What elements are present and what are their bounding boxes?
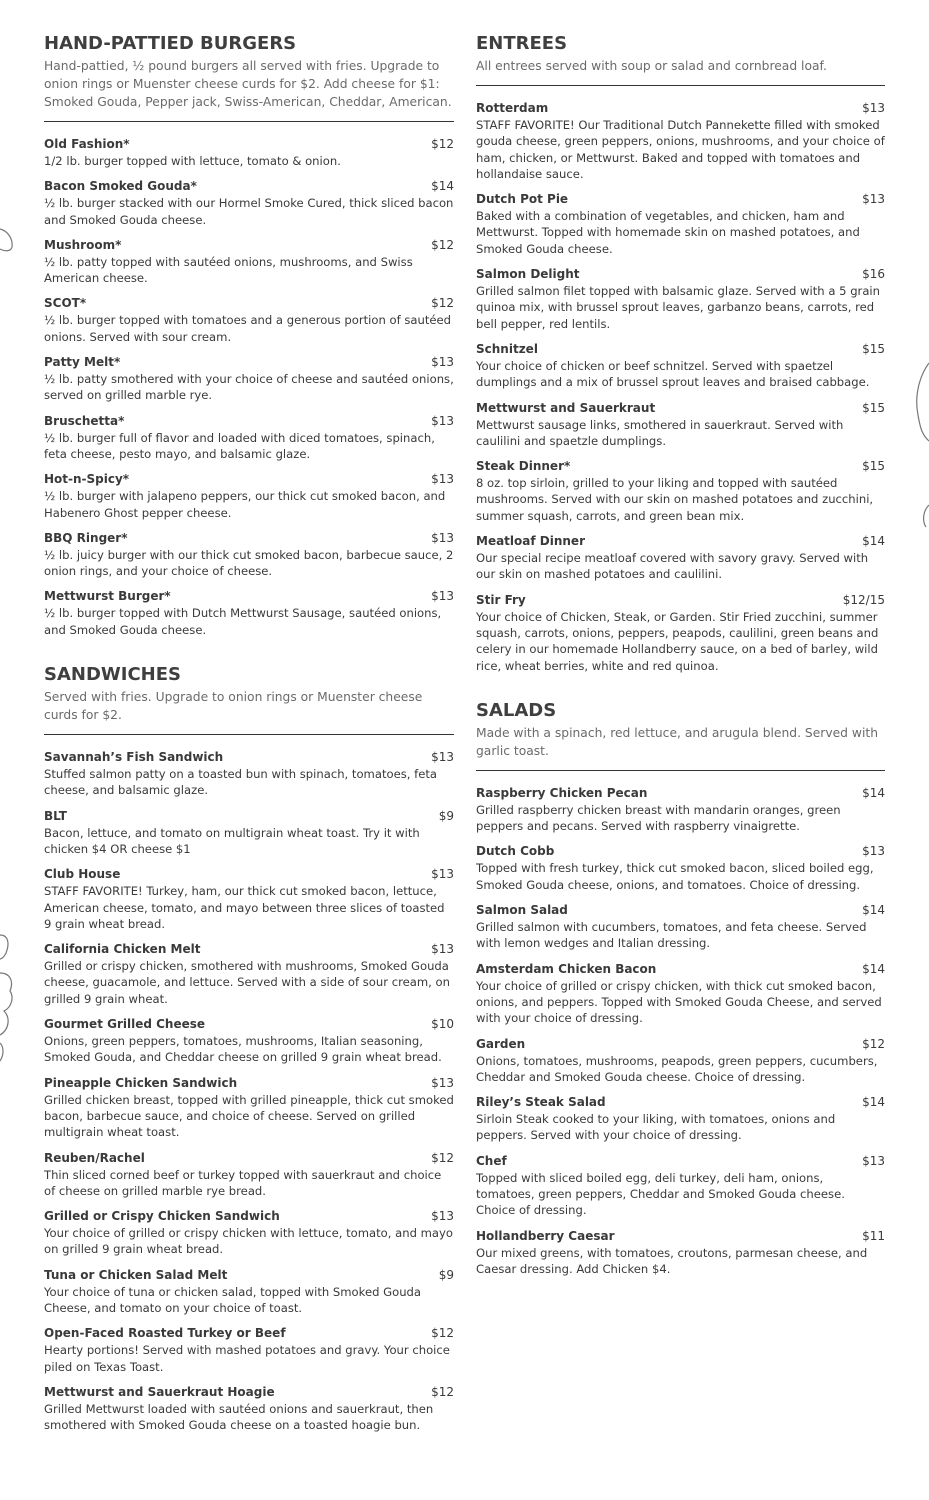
menu-item-description: Sirloin Steak cooked to your liking, with tomatoes, onions and peppers. Served with your choice of dressing. (476, 1112, 836, 1143)
menu-item-description: ½ lb. burger with jalapeno peppers, our thick cut smoked bacon, and Habenero Ghost pepper cheese. (44, 489, 446, 520)
menu-item-description: Your choice of Chicken, Steak, or Garden. Stir Fried zucchini, summer squash, carrots, onions, peppers, peapods, caulilini, green beans and celery in our homemade Hollandberry sauce, on a bed of barley, wild rice, wheat berries, white and red quinoa. (476, 609, 879, 673)
menu-item-description: Grilled Mettwurst loaded with sautéed onions and sauerkraut, then smothered with Smoked Gouda cheese on a toasted hoagie bun. (44, 1401, 434, 1433)
menu-item-price: $14 (862, 1095, 885, 1110)
menu-item-name: Gourmet Grilled Cheese (44, 1017, 206, 1032)
menu-item-description: Your choice of grilled or crispy chicken with lettuce, tomato, and mayo on grilled 9 grain wheat bread. (44, 1226, 453, 1257)
section-description: Made with a spinach, red lettuce, and arugula blend. Served with garlic toast. (476, 725, 878, 758)
menu-item-header (44, 354, 454, 371)
section-divider (44, 121, 454, 122)
menu-item-price: $16 (862, 267, 885, 282)
menu-item-price: $13 (431, 530, 454, 545)
menu-item-header (44, 1267, 454, 1284)
menu-item-name: BBQ Ringer* (44, 530, 128, 545)
section-sandwiches (44, 664, 454, 1433)
menu-item (44, 354, 454, 404)
menu-item-header (44, 1075, 454, 1092)
menu-item-header (44, 588, 454, 605)
menu-item-name: Stir Fry (476, 592, 526, 607)
menu-item-name: Meatloaf Dinner (476, 534, 585, 549)
menu-item-price: $12/15 (842, 592, 885, 607)
menu-item-description: Our special recipe meatloaf covered with savory gravy. Served with our skin on mashed potatoes and caulilini. (476, 551, 869, 582)
menu-item-header (44, 471, 454, 488)
menu-item-price: $12 (431, 1150, 454, 1165)
menu-item (476, 1094, 885, 1144)
menu-item-price: $13 (431, 942, 454, 957)
menu-item (476, 533, 885, 583)
section-divider (44, 734, 454, 735)
menu-item-name: Grilled or Crispy Chicken Sandwich (44, 1209, 280, 1224)
menu-item (476, 843, 885, 893)
menu-item-header (44, 237, 454, 254)
menu-item-description: Bacon, lettuce, and tomato on multigrain wheat toast. Try it with chicken $4 OR cheese $1 (44, 825, 420, 856)
menu-item-name: Rotterdam (476, 101, 549, 115)
menu-item-name: Salmon Salad (476, 903, 568, 918)
menu-item-description: ½ lb. burger topped with tomatoes and a generous portion of sautéed onions. Served with sour cream. (44, 313, 452, 344)
menu-item-header (476, 191, 885, 208)
menu-item-name: Salmon Delight (476, 267, 580, 282)
menu-item (44, 413, 454, 463)
menu-item-name: Garden (476, 1036, 526, 1051)
menu-item-price: $11 (862, 1228, 885, 1243)
menu-item-name: Mettwurst and Sauerkraut Hoagie (44, 1384, 275, 1399)
menu-item-name: Tuna or Chicken Salad Melt (44, 1267, 228, 1282)
menu-item-price: $12 (431, 1326, 454, 1341)
menu-item-name: Hot-n-Spicy* (44, 472, 130, 487)
section-description: Hand-pattied, ½ pound burgers all served with fries. Upgrade to onion rings or Muenster cheese curds for $2. Add cheese for $1: Smoked Gouda, Pepper jack, Swiss-American, Cheddar, American. (44, 59, 452, 109)
menu-item-description: ½ lb. patty smothered with your choice of cheese and sautéed onions, served on grilled marble rye. (44, 372, 454, 403)
menu-item-price: $14 (862, 534, 885, 549)
menu-item-description: Stuffed salmon patty on a toasted bun with spinach, tomatoes, feta cheese, and balsamic glaze. (44, 767, 438, 798)
menu-item-price: $12 (431, 296, 454, 311)
menu-item-price: $13 (431, 472, 454, 487)
menu-item-description: Hearty portions! Served with mashed potatoes and gravy. Your choice piled on Texas Toast. (44, 1343, 450, 1374)
menu-item-description: Onions, tomatoes, mushrooms, peapods, green peppers, cucumbers, Cheddar and Smoked Gouda cheese. Choice of dressing. (476, 1053, 878, 1084)
menu-item-header (44, 1208, 454, 1225)
menu-item-header (476, 1036, 885, 1053)
menu-item-header (476, 1228, 885, 1245)
menu-item-name: Amsterdam Chicken Bacon (476, 961, 657, 976)
menu-item-header (476, 843, 885, 860)
section-title: SALADS (476, 699, 557, 721)
menu-item-description: Your choice of chicken or beef schnitzel. Served with spaetzel dumplings and a mix of brussel sprout leaves and braised cabbage. (476, 358, 870, 390)
menu-item-price: $13 (862, 192, 885, 207)
menu-item (44, 471, 454, 521)
menu-item-name: Steak Dinner* (476, 459, 571, 474)
menu-item (44, 941, 454, 1007)
menu-item-name: Bruschetta* (44, 413, 125, 428)
menu-item-name: Mettwurst and Sauerkraut (476, 400, 656, 415)
menu-list (476, 100, 885, 674)
menu-item (476, 266, 885, 332)
menu-item-header (44, 1325, 454, 1342)
menu-item-header (476, 785, 885, 802)
left-column (44, 33, 454, 1461)
menu-item (476, 458, 885, 524)
menu-item-name: BLT (44, 808, 67, 823)
section-divider (476, 85, 885, 86)
menu-list (44, 749, 454, 1433)
menu-item (44, 295, 454, 345)
menu-item-price: $13 (862, 1153, 885, 1168)
menu-item-name: California Chicken Melt (44, 942, 201, 957)
menu-item-name: Pineapple Chicken Sandwich (44, 1075, 238, 1090)
menu-item-name: Club House (44, 867, 121, 882)
menu-item-name: Chef (476, 1153, 507, 1168)
menu-item (44, 749, 454, 799)
menu-item-price: $13 (862, 844, 885, 859)
menu-item-header (476, 1094, 885, 1111)
menu-item-name: Open-Faced Roasted Turkey or Beef (44, 1326, 286, 1341)
menu-item-header (44, 749, 454, 766)
menu-item (44, 808, 454, 858)
section-description: All entrees served with soup or salad and cornbread loaf. (476, 59, 827, 73)
menu-list (476, 785, 885, 1277)
section-divider (476, 770, 885, 771)
menu-item-header (44, 808, 454, 825)
menu-item-header (476, 592, 885, 609)
menu-item-price: $13 (431, 413, 454, 428)
menu-item (476, 191, 885, 257)
menu-item-description: ½ lb. patty topped with sautéed onions, mushrooms, and Swiss American cheese. (44, 254, 413, 286)
menu-item (476, 961, 885, 1027)
menu-item-header (44, 866, 454, 883)
menu-item-name: Bacon Smoked Gouda* (44, 179, 197, 194)
menu-item-description: Our mixed greens, with tomatoes, croutons, parmesan cheese, and Caesar dressing. Add Chicken $4. (476, 1245, 868, 1276)
menu-item-description: Grilled raspberry chicken breast with mandarin oranges, green peppers and pecans. Served with raspberry vinaigrette. (476, 802, 841, 834)
menu-item-name: Mettwurst Burger* (44, 589, 171, 604)
menu-item-header (476, 100, 885, 117)
menu-item-name: Patty Melt* (44, 355, 121, 370)
decorative-sketch-left-top (0, 225, 16, 255)
menu-item-header (476, 533, 885, 550)
menu-item-header (476, 266, 885, 283)
menu-item (44, 1016, 454, 1066)
menu-item-header (44, 530, 454, 547)
menu-item (476, 592, 885, 674)
menu-item-description: Thin sliced corned beef or turkey topped with sauerkraut and choice of cheese on grilled marble rye bread. (44, 1167, 442, 1198)
menu-item-header (44, 136, 454, 153)
menu-item-header (476, 1153, 885, 1170)
menu-item-price: $9 (438, 1267, 454, 1282)
menu-item-header (44, 1384, 454, 1401)
menu-item-header (44, 941, 454, 958)
menu-item-description: Grilled or crispy chicken, smothered with mushrooms, Smoked Gouda cheese, guacamole, and lettuce. Served with a side of sour cream, on grilled 9 grain wheat. (44, 959, 450, 1006)
menu-item-description: ½ lb. juicy burger with our thick cut smoked bacon, barbecue sauce, 2 onion rings, and your choice of cheese. (44, 547, 454, 579)
menu-item-price: $13 (431, 1075, 454, 1090)
menu-item (44, 1075, 454, 1141)
menu-item-price: $14 (862, 903, 885, 918)
menu-item-description: Your choice of grilled or crispy chicken, with thick cut smoked bacon, onions, and peppers. Topped with Smoked Gouda Cheese, and served with your choice of dressing. (476, 978, 882, 1026)
menu-item (44, 1325, 454, 1375)
menu-item-price: $13 (431, 750, 454, 765)
section-burgers (44, 33, 454, 638)
menu-item-header (44, 1150, 454, 1167)
menu-item-price: $12 (431, 137, 454, 151)
menu-item (44, 1150, 454, 1200)
decorative-sketch-right (908, 355, 929, 545)
menu-item-price: $13 (862, 101, 885, 115)
menu-item-name: Raspberry Chicken Pecan (476, 785, 648, 800)
menu-item (476, 1036, 885, 1086)
menu-item (44, 866, 454, 932)
menu-item (44, 1208, 454, 1258)
menu-item-header (44, 295, 454, 312)
menu-item (476, 400, 885, 450)
menu-item-name: Dutch Pot Pie (476, 192, 569, 207)
section-title: SANDWICHES (44, 664, 181, 686)
menu-item-price: $14 (862, 785, 885, 800)
menu-item-name: Riley’s Steak Salad (476, 1095, 606, 1110)
menu-item-description: Mettwurst sausage links, smothered in sauerkraut. Served with caulilini and spaetzle dumplings. (476, 417, 844, 448)
section-entrees (476, 33, 885, 674)
menu-item-price: $13 (431, 355, 454, 370)
menu-item (44, 530, 454, 580)
menu-item (476, 902, 885, 952)
menu-item-name: Old Fashion* (44, 137, 130, 151)
menu-item-price: $10 (431, 1017, 454, 1032)
section-description: Served with fries. Upgrade to onion rings or Muenster cheese curds for $2. (44, 690, 423, 723)
menu-item-header (476, 961, 885, 978)
menu-item-description: Topped with sliced boiled egg, deli turkey, deli ham, onions, tomatoes, green peppers, Cheddar and Smoked Gouda cheese. Choice of dressing. (476, 1170, 845, 1218)
right-column (476, 33, 885, 1305)
section-salads (476, 700, 885, 1277)
menu-item-price: $12 (431, 237, 454, 252)
menu-item-header (44, 1016, 454, 1033)
menu-item (44, 588, 454, 638)
menu-item-header (44, 413, 454, 430)
menu-item-price: $13 (431, 867, 454, 882)
menu-item-name: Reuben/Rachel (44, 1150, 145, 1165)
menu-item (476, 341, 885, 391)
menu-item-price: $13 (431, 1209, 454, 1224)
menu-item-description: Topped with fresh turkey, thick cut smoked bacon, sliced boiled egg, Smoked Gouda cheese, onions, and tomatoes. Choice of dressing. (476, 861, 874, 892)
menu-item-price: $15 (862, 400, 885, 415)
menu-item (44, 1384, 454, 1434)
menu-item (44, 178, 454, 228)
menu-item-name: Schnitzel (476, 341, 538, 356)
section-title: HAND-PATTIED BURGERS (44, 33, 297, 54)
menu-item-name: Hollandberry Caesar (476, 1228, 615, 1243)
decorative-sketch-left-bottom (0, 925, 20, 1065)
menu-item (476, 785, 885, 835)
menu-item-description: Your choice of tuna or chicken salad, topped with Smoked Gouda Cheese, and tomato on your choice of toast. (44, 1284, 422, 1315)
menu-item-name: Savannah’s Fish Sandwich (44, 750, 224, 765)
menu-item-price: $13 (431, 589, 454, 604)
menu-item (476, 100, 885, 182)
menu-item-name: Mushroom* (44, 237, 122, 252)
menu-item-description: ½ lb. burger topped with Dutch Mettwurst Sausage, sautéed onions, and Smoked Gouda cheese. (44, 606, 442, 637)
menu-item-header (476, 902, 885, 919)
menu-item (44, 136, 454, 169)
menu-item (476, 1228, 885, 1278)
menu-item-name: SCOT* (44, 296, 87, 311)
menu-item-price: $14 (431, 179, 454, 194)
menu-item-header (44, 178, 454, 195)
menu-item-description: Onions, green peppers, tomatoes, mushrooms, Italian seasoning, Smoked Gouda, and Cheddar cheese on grilled 9 grain wheat bread. (44, 1034, 442, 1065)
menu-item-description: ½ lb. burger stacked with our Hormel Smoke Cured, thick sliced bacon and Smoked Gouda cheese. (44, 196, 454, 227)
menu-item-description: Grilled chicken breast, topped with grilled pineapple, thick cut smoked bacon, barbecue sauce, and choice of cheese. Served on grilled multigrain wheat toast. (44, 1092, 454, 1140)
menu-item (44, 237, 454, 287)
menu-item-price: $12 (431, 1384, 454, 1399)
menu-item-price: $15 (862, 341, 885, 356)
menu-item-price: $12 (862, 1036, 885, 1051)
menu-item-price: $14 (862, 961, 885, 976)
menu-item-price: $15 (862, 459, 885, 474)
menu-item-price: $9 (438, 808, 454, 823)
menu-item-description: Baked with a combination of vegetables, and chicken, ham and Mettwurst. Topped with homemade skin on mashed potatoes, and Smoked Gouda cheese. (476, 209, 860, 256)
menu-item-description: STAFF FAVORITE! Turkey, ham, our thick cut smoked bacon, lettuce, American cheese, tomato, and mayo between three slices of toasted 9 grain wheat bread. (44, 884, 445, 931)
menu-item-header (476, 458, 885, 475)
menu-item-name: Dutch Cobb (476, 844, 555, 859)
menu-item-description: ½ lb. burger full of flavor and loaded with diced tomatoes, spinach, feta cheese, pesto mayo, and balsamic glaze. (44, 430, 435, 461)
menu-item-description: 8 oz. top sirloin, grilled to your liking and topped with sautéed mushrooms. Served with our skin on mashed potatoes and zucchini, summer squash, carrots, and green bean mix. (476, 476, 874, 523)
menu-item-description: 1/2 lb. burger topped with lettuce, tomato & onion. (44, 154, 341, 168)
menu-item-description: Grilled salmon with cucumbers, tomatoes, and feta cheese. Served with lemon wedges and Italian dressing. (476, 920, 867, 951)
section-title: ENTREES (476, 33, 568, 54)
menu-item (476, 1153, 885, 1219)
menu-item-description: Grilled salmon filet topped with balsamic glaze. Served with a 5 grain quinoa mix, with brussel sprout leaves, garbanzo beans, carrots, red bell pepper, red lentils. (476, 284, 880, 331)
menu-list (44, 136, 454, 638)
menu-item-header (476, 341, 885, 358)
menu-item-header (476, 400, 885, 417)
menu-item-description: STAFF FAVORITE! Our Traditional Dutch Pannekette filled with smoked gouda cheese, green peppers, onions, mushrooms, and your choice of ham, chicken, or Mettwurst. Baked and topped with tomatoes and hollandaise sauce. (476, 118, 885, 181)
menu-item (44, 1267, 454, 1317)
